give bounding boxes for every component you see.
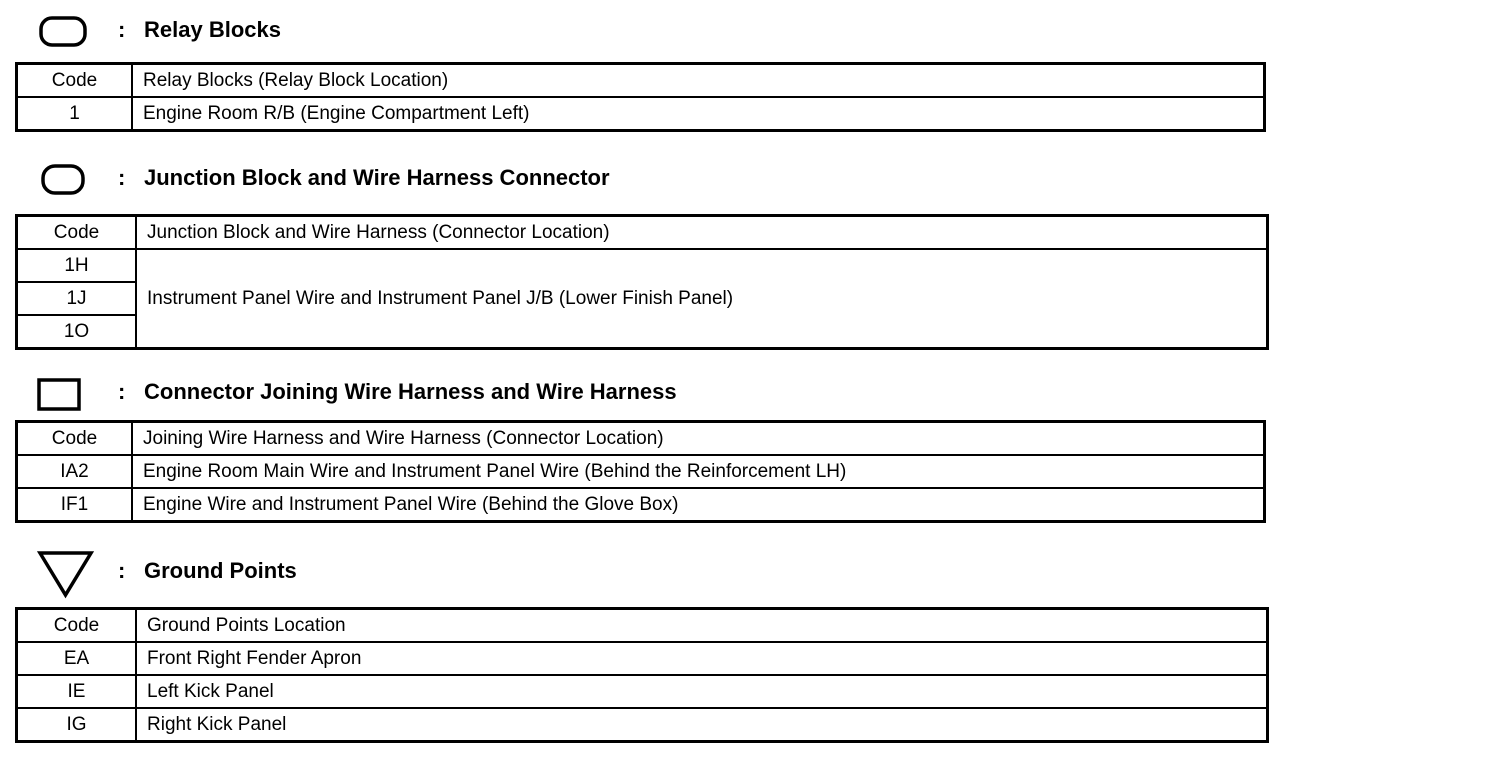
description-cell: Left Kick Panel (136, 675, 1268, 708)
code-cell: 1 (17, 97, 133, 131)
relay-block-symbol-icon (37, 5, 89, 55)
description-cell: Engine Room Main Wire and Instrument Panel Wire (Behind the Reinforcement LH) (132, 455, 1265, 488)
junction-block-table (15, 214, 1269, 350)
table-row (17, 642, 1268, 675)
table-row (17, 249, 1268, 282)
connector-heading (0, 367, 1000, 417)
description-cell: Right Kick Panel (136, 708, 1268, 742)
code-header: Code (17, 422, 133, 456)
code-cell: 1H (17, 249, 137, 282)
section-title: Ground Points (144, 558, 297, 583)
section-title: Junction Block and Wire Harness Connector (144, 165, 610, 190)
code-cell: IA2 (17, 455, 133, 488)
table-row (17, 488, 1265, 522)
table-header-row (17, 216, 1268, 250)
description-header: Ground Points Location (136, 609, 1268, 643)
table-header-row (17, 64, 1265, 98)
table-row (17, 675, 1268, 708)
code-header: Code (17, 64, 133, 98)
merged-description-cell: Instrument Panel Wire and Instrument Panel J/B (Lower Finish Panel) (136, 249, 1268, 349)
code-cell: IF1 (17, 488, 133, 522)
code-header: Code (17, 609, 137, 643)
ground-point-triangle-icon (37, 546, 97, 600)
description-header: Relay Blocks (Relay Block Location) (132, 64, 1265, 98)
junction-block-heading (0, 153, 1000, 203)
connector-symbol-icon (37, 367, 89, 417)
description-header: Junction Block and Wire Harness (Connector Location) (136, 216, 1268, 250)
description-cell: Engine Wire and Instrument Panel Wire (Behind the Glove Box) (132, 488, 1265, 522)
description-cell: Engine Room R/B (Engine Compartment Left) (132, 97, 1265, 131)
code-cell: EA (17, 642, 137, 675)
code-cell: 1O (17, 315, 137, 349)
connector-table (15, 420, 1266, 523)
ground-points-table (15, 607, 1269, 743)
ground-points-heading (0, 546, 1000, 596)
junction-block-symbol-icon (37, 153, 89, 203)
code-cell: IG (17, 708, 137, 742)
table-row (17, 455, 1265, 488)
heading-colon: : (118, 17, 126, 42)
section-title: Relay Blocks (144, 17, 281, 42)
code-cell: IE (17, 675, 137, 708)
heading-colon: : (118, 558, 126, 583)
table-header-row (17, 422, 1265, 456)
relay-blocks-table (15, 62, 1266, 132)
relay-blocks-heading (0, 5, 1000, 55)
section-title: Connector Joining Wire Harness and Wire Harness (144, 379, 677, 404)
description-header: Joining Wire Harness and Wire Harness (Connector Location) (132, 422, 1265, 456)
heading-colon: : (118, 165, 126, 190)
code-header: Code (17, 216, 137, 250)
heading-colon: : (118, 379, 126, 404)
code-cell: 1J (17, 282, 137, 315)
table-header-row (17, 609, 1268, 643)
description-cell: Front Right Fender Apron (136, 642, 1268, 675)
table-row (17, 708, 1268, 742)
table-row (17, 97, 1265, 131)
